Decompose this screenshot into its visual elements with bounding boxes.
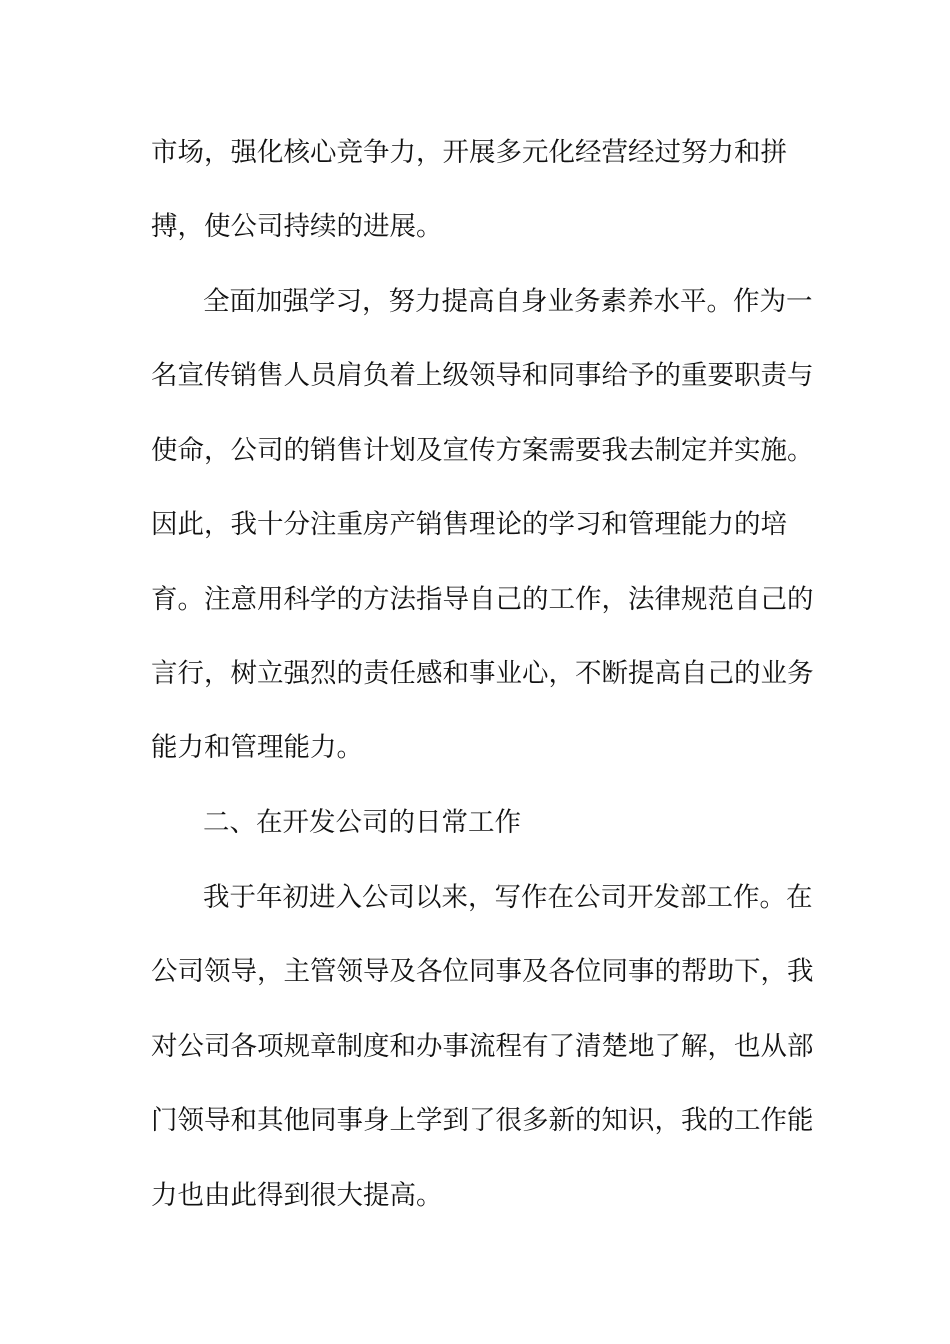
paragraph-line-4: 名宣传销售人员肩负着上级领导和同事给予的重要职责与	[151, 360, 814, 391]
paragraph-line-2: 搏，使公司持续的进展。	[151, 211, 443, 242]
paragraph-line-11: 我于年初进入公司以来，写作在公司开发部工作。在	[203, 882, 813, 913]
paragraph-line-12: 公司领导，主管领导及各位同事及各位同事的帮助下，我	[151, 956, 814, 987]
paragraph-line-9: 能力和管理能力。	[151, 732, 363, 763]
paragraph-line-7: 育。注意用科学的方法指导自己的工作，法律规范自己的	[151, 584, 814, 615]
paragraph-line-1: 市场，强化核心竞争力，开展多元化经营经过努力和拼	[151, 137, 787, 168]
paragraph-line-3: 全面加强学习，努力提高自身业务素养水平。作为一	[203, 286, 813, 317]
paragraph-line-6: 因此，我十分注重房产销售理论的学习和管理能力的培	[151, 509, 787, 540]
section-heading: 二、在开发公司的日常工作	[203, 807, 521, 838]
paragraph-line-5: 使命，公司的销售计划及宣传方案需要我去制定并实施。	[151, 435, 814, 466]
paragraph-line-13: 对公司各项规章制度和办事流程有了清楚地了解，也从部	[151, 1031, 814, 1062]
paragraph-line-14: 门领导和其他同事身上学到了很多新的知识，我的工作能	[151, 1105, 814, 1136]
paragraph-line-8: 言行，树立强烈的责任感和事业心，不断提高自己的业务	[151, 658, 814, 689]
paragraph-line-15: 力也由此得到很大提高。	[151, 1180, 443, 1211]
